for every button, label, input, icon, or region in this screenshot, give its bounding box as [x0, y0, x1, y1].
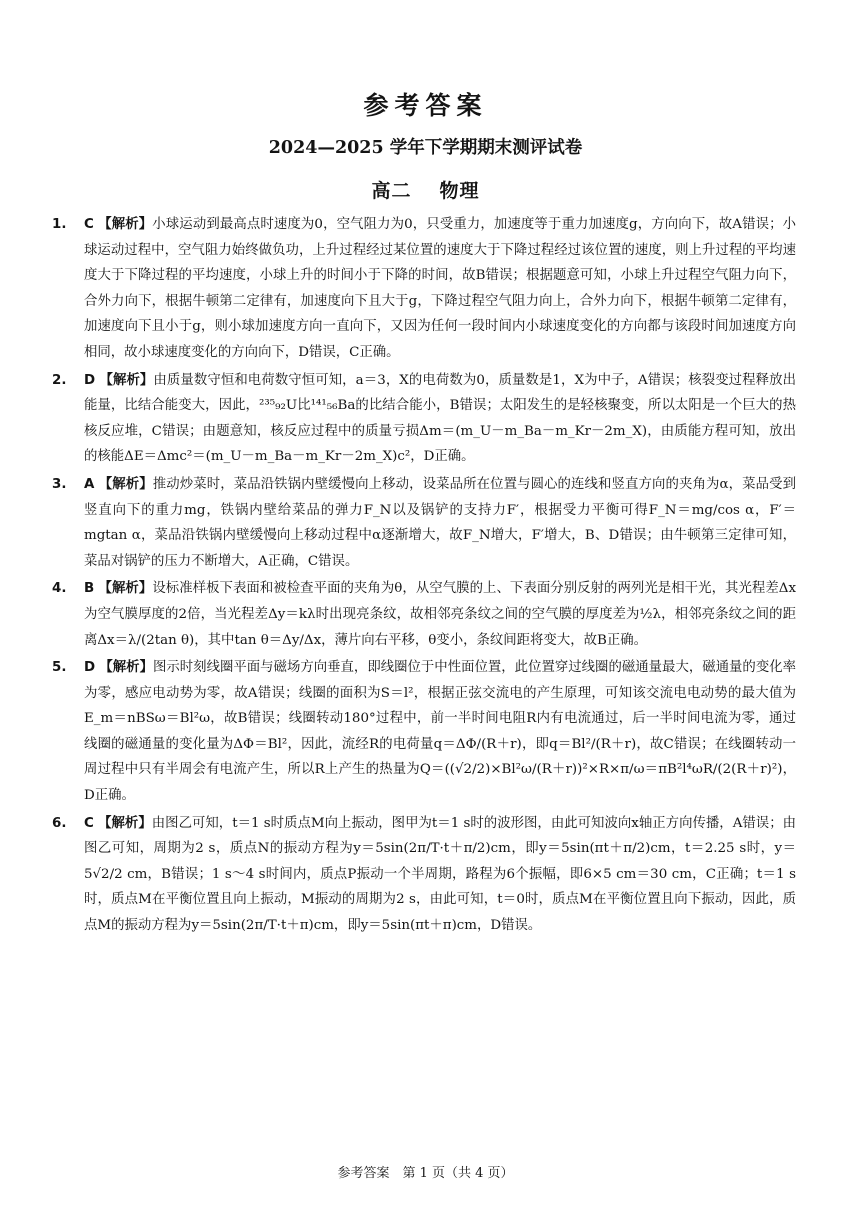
analysis-text: 由质量数守恒和电荷数守恒可知，a＝3，X的电荷数为0，质量数是1，X为中子，A错误；核裂变过程释放出能量，比结合能变大，因此，²³⁵₉₂U比¹⁴¹₅₆Ba的比结合能小，B错误；太阳发生的是轻核聚变，所以太阳是一个巨大的热核反应堆，C错误；由题意知，核反应过程中的质量亏损Δm＝(m_U－m_Ba－m_Kr－2m_X)，由质能方程可知，放出的核能ΔE＝Δmc²＝(m_U－m_Ba－m_Kr－2m_X)c²，D正确。 [84, 372, 797, 465]
question-number: 4. [52, 581, 67, 597]
analysis-tag: 【解析】 [98, 475, 153, 492]
answer-item [52, 811, 796, 939]
analysis-tag: 【解析】 [98, 216, 153, 232]
grade-label: 高二 [371, 180, 412, 202]
question-number: 6. [52, 815, 67, 831]
page-title: 参考答案 [363, 91, 488, 120]
answer-choice: C [84, 217, 94, 232]
question-number: 3. [52, 476, 67, 492]
grade-subject [0, 176, 851, 203]
answer-item [52, 472, 796, 574]
answer-item [52, 368, 796, 470]
analysis-text: 设标准样板下表面和被检查平面的夹角为θ，从空气膜的上、下表面分别反射的两列光是相干光，其光程差Δx为空气膜厚度的2倍，当光程差Δy＝kλ时出现亮条纹，故相邻亮条纹之间的空气膜的厚度差为½λ，相邻亮条纹之间的距离Δx＝λ/(2tan θ)，其中tan θ＝Δy/Δx，薄片向右平移，θ变小，条纹间距将变大，故B正确。 [84, 581, 797, 648]
analysis-text: 由图乙可知，t＝1 s时质点M向上振动，图甲为t＝1 s时的波形图，由此可知波向x轴正方向传播，A错误；由图乙可知，周期为2 s，质点N的振动方程为y＝5sin(2π/T·t＋π/2)cm，即y＝5sin(πt＋π/2)cm，t＝2.25 s时，y＝5√2/2 cm，B错误；1 s～4 s时间内，质点P振动一个半周期，路程为6个振幅，即6×5 cm＝30 cm，C正确；t＝1 s时，质点M在平衡位置且向上振动，M振动的周期为2 s，由此可知，t＝0时，质点M在平衡位置且向下振动，因此，质点M的振动方程为y＝5sin(2π/T·t＋π)cm，即y＝5sin(πt＋π)cm，D错误。 [84, 815, 796, 934]
analysis-tag: 【解析】 [98, 814, 152, 831]
answer-choice: D [84, 372, 96, 388]
answer-choice: D [84, 660, 96, 676]
analysis-tag: 【解析】 [99, 659, 153, 676]
answer-item [52, 576, 796, 653]
question-number: 5. [52, 660, 67, 676]
exam-subtitle: 2024—2025 学年下学期期末测评试卷 [268, 138, 583, 158]
analysis-tag: 【解析】 [98, 580, 153, 597]
answer-choice: B [84, 581, 95, 597]
answer-choice: C [84, 815, 94, 831]
analysis-text: 推动炒菜时，菜品沿铁锅内壁缓慢向上移动，设菜品所在位置与圆心的连线和竖直方向的夹角为α，菜品受到竖直向下的重力mg，铁锅内壁给菜品的弹力F_N以及锅铲的支持力F′，根据受力平衡可得F_N＝mg/cos α，F′＝mgtan α，菜品沿铁锅内壁缓慢向上移动过程中α逐渐增大，故F_N增大，F′增大，B、D错误；由牛顿第三定律可知，菜品对锅铲的压力不断增大，A正确，C错误。 [84, 476, 797, 569]
answer-choice: A [84, 476, 95, 492]
subject-label: 物理 [439, 180, 480, 202]
analysis-text: 小球运动到最高点时速度为0，空气阻力为0，只受重力，加速度等于重力加速度g，方向向下，故A错误；小球运动过程中，空气阻力始终做负功，上升过程经过某位置的速度大于下降过程经过该位置的速度，则上升过程的平均速度大于下降过程的平均速度，小球上升的时间小于下降的时间，故B错误；根据题意可知，小球上升过程空气阻力向下，合外力向下，根据牛顿第二定律有，加速度向下且大于g，下降过程空气阻力向上，合外力向下，根据牛顿第二定律有，加速度向下且小于g，则小球加速度方向一直向下，又因为任何一段时间内小球速度变化的方向都与该段时间加速度方向相同，故小球速度变化的方向向下，D错误，C正确。 [84, 217, 797, 360]
page-footer: 参考答案 第 1 页（共 4 页） [337, 1166, 514, 1181]
question-number: 1. [52, 217, 67, 232]
answer-list [52, 212, 796, 941]
analysis-tag: 【解析】 [99, 371, 154, 388]
answer-item [52, 655, 796, 809]
answer-item [52, 212, 796, 366]
question-number: 2. [52, 372, 67, 388]
analysis-text: 图示时刻线圈平面与磁场方向垂直，即线圈位于中性面位置，此位置穿过线圈的磁通量最大，磁通量的变化率为零，感应电动势为零，故A错误；线圈的面积为S＝l²，根据正弦交流电的产生原理，可知该交流电电动势的最大值为E_m＝nBSω＝Bl²ω，故B错误；线圈转动180°过程中，前一半时间电阻R内有电流通过，后一半时间电流为零，通过线圈的磁通量的变化量为ΔΦ＝Bl²，因此，流经R的电荷量q＝ΔΦ/(R＋r)，即q＝Bl²/(R＋r)，故C错误；在线圈转动一周过程中只有半周会有电流产生，所以R上产生的热量为Q＝((√2/2)×Bl²ω/(R＋r))²×R×π/ω＝πB²l⁴ωR/(2(R＋r)²)，D正确。 [84, 660, 796, 804]
